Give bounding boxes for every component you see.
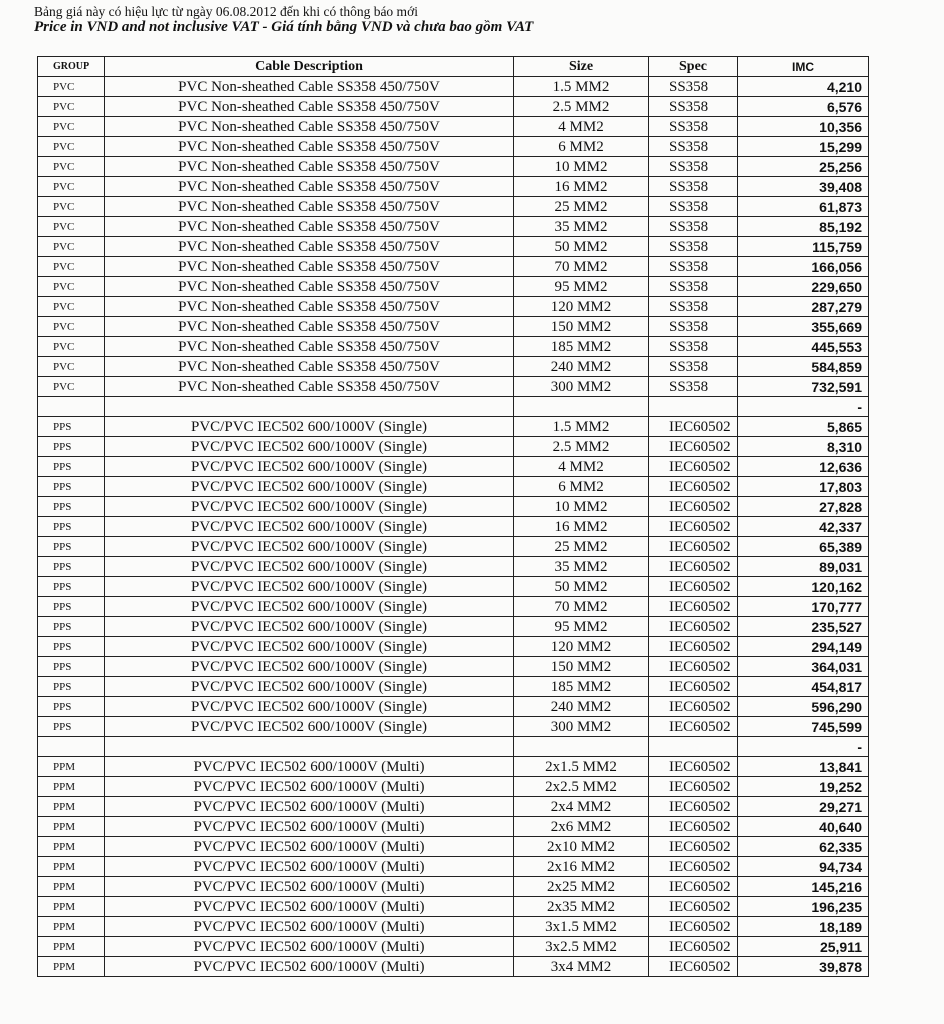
cell-size: 50 MM2 [514,577,649,597]
cell-imc: 25,256 [738,157,869,177]
cell-spec: IEC60502 [649,857,738,877]
table-row [38,337,869,357]
cell-group: PVC [38,117,105,137]
cell-description: PVC Non-sheathed Cable SS358 450/750V [105,237,514,257]
cell-imc: 15,299 [738,137,869,157]
cell-spec: SS358 [649,377,738,397]
cell-group: PPS [38,497,105,517]
cell-spec: IEC60502 [649,917,738,937]
cell-imc: 115,759 [738,237,869,257]
table-row [38,597,869,617]
cell-imc: 4,210 [738,77,869,97]
cell-spec: IEC60502 [649,457,738,477]
cell-group: PPS [38,677,105,697]
cell-size: 2x35 MM2 [514,897,649,917]
cell-group: PPS [38,417,105,437]
cell-imc: 8,310 [738,437,869,457]
table-row [38,697,869,717]
cell-description: PVC/PVC IEC502 600/1000V (Multi) [105,797,514,817]
cell-description: PVC/PVC IEC502 600/1000V (Multi) [105,817,514,837]
table-row [38,857,869,877]
cell-spec: SS358 [649,337,738,357]
cell-size: 25 MM2 [514,537,649,557]
cell-imc: 13,841 [738,757,869,777]
cell-spec: SS358 [649,237,738,257]
cell-description: PVC/PVC IEC502 600/1000V (Single) [105,497,514,517]
cell-description: PVC/PVC IEC502 600/1000V (Single) [105,637,514,657]
cell-imc: 89,031 [738,557,869,577]
cell-imc: 170,777 [738,597,869,617]
table-row [38,117,869,137]
cell-size: 2x25 MM2 [514,877,649,897]
cell-description: PVC/PVC IEC502 600/1000V (Multi) [105,957,514,977]
table-row [38,777,869,797]
cell-group: PVC [38,77,105,97]
cell-spec: IEC60502 [649,757,738,777]
cell-group: PPM [38,877,105,897]
table-row [38,397,869,417]
column-header-imc: IMC [738,57,869,77]
cell-group: PPM [38,777,105,797]
cell-size: 35 MM2 [514,217,649,237]
cell-description: PVC Non-sheathed Cable SS358 450/750V [105,377,514,397]
cell-size: 2x1.5 MM2 [514,757,649,777]
cell-group: PVC [38,137,105,157]
cell-group: PPM [38,757,105,777]
cell-spec: IEC60502 [649,577,738,597]
cell-description: PVC/PVC IEC502 600/1000V (Single) [105,477,514,497]
table-row [38,197,869,217]
cell-group: PVC [38,197,105,217]
cell-group: PPS [38,477,105,497]
cell-spec: IEC60502 [649,777,738,797]
cell-imc: 27,828 [738,497,869,517]
cell-spec: IEC60502 [649,837,738,857]
cell-imc: 196,235 [738,897,869,917]
cell-spec: IEC60502 [649,937,738,957]
table-row [38,137,869,157]
validity-note: Bảng giá này có hiệu lực từ ngày 06.08.2012 đến khi có thông báo mới [34,4,418,19]
cell-size: 35 MM2 [514,557,649,577]
table-row [38,457,869,477]
table-row [38,517,869,537]
cell-group: PPS [38,597,105,617]
cell-size: 10 MM2 [514,497,649,517]
table-row [38,657,869,677]
cell-spec: IEC60502 [649,797,738,817]
cell-imc: 94,734 [738,857,869,877]
cell-size: 4 MM2 [514,117,649,137]
cell-description: PVC/PVC IEC502 600/1000V (Multi) [105,877,514,897]
cell-spec: SS358 [649,137,738,157]
table-row [38,937,869,957]
cell-imc: - [738,397,869,417]
table-row [38,277,869,297]
cell-group: PPM [38,937,105,957]
cell-description: PVC/PVC IEC502 600/1000V (Single) [105,537,514,557]
cell-imc: 39,878 [738,957,869,977]
cell-imc: 120,162 [738,577,869,597]
cell-description: PVC/PVC IEC502 600/1000V (Multi) [105,837,514,857]
cell-description: PVC Non-sheathed Cable SS358 450/750V [105,337,514,357]
cell-imc: 40,640 [738,817,869,837]
cell-imc: 85,192 [738,217,869,237]
cell-size: 2x4 MM2 [514,797,649,817]
table-row [38,217,869,237]
cell-size: 70 MM2 [514,257,649,277]
cell-spec [649,737,738,757]
table-row [38,617,869,637]
table-row [38,297,869,317]
cell-size: 150 MM2 [514,317,649,337]
cell-description: PVC/PVC IEC502 600/1000V (Single) [105,417,514,437]
cell-size: 16 MM2 [514,517,649,537]
cell-spec: IEC60502 [649,617,738,637]
cell-description: PVC Non-sheathed Cable SS358 450/750V [105,357,514,377]
cell-imc: 65,389 [738,537,869,557]
cell-description: PVC/PVC IEC502 600/1000V (Single) [105,717,514,737]
cell-imc: 12,636 [738,457,869,477]
cell-size: 3x2.5 MM2 [514,937,649,957]
cell-spec: IEC60502 [649,517,738,537]
cell-group: PPS [38,517,105,537]
cell-spec: SS358 [649,77,738,97]
table-row [38,537,869,557]
cell-imc: 732,591 [738,377,869,397]
cell-description: PVC/PVC IEC502 600/1000V (Multi) [105,757,514,777]
cell-size: 120 MM2 [514,637,649,657]
cell-imc: 145,216 [738,877,869,897]
cell-spec: SS358 [649,257,738,277]
cell-spec: IEC60502 [649,677,738,697]
table-row [38,557,869,577]
cell-imc: 229,650 [738,277,869,297]
cell-description: PVC/PVC IEC502 600/1000V (Single) [105,437,514,457]
cell-group [38,737,105,757]
column-header-description: Cable Description [105,57,514,77]
table-body [38,77,869,977]
cell-imc: 364,031 [738,657,869,677]
cell-group: PVC [38,257,105,277]
cell-size: 6 MM2 [514,137,649,157]
cell-group: PVC [38,217,105,237]
cell-group: PVC [38,357,105,377]
cell-description: PVC Non-sheathed Cable SS358 450/750V [105,257,514,277]
cell-group: PVC [38,277,105,297]
cell-description: PVC Non-sheathed Cable SS358 450/750V [105,77,514,97]
cell-spec: IEC60502 [649,497,738,517]
table-row [38,157,869,177]
cell-spec: SS358 [649,297,738,317]
cell-description: PVC/PVC IEC502 600/1000V (Multi) [105,917,514,937]
cell-spec: IEC60502 [649,897,738,917]
cell-imc: 42,337 [738,517,869,537]
cell-spec: SS358 [649,217,738,237]
cell-imc: 19,252 [738,777,869,797]
cell-size: 120 MM2 [514,297,649,317]
cell-imc: 39,408 [738,177,869,197]
table-row [38,177,869,197]
cell-group: PVC [38,377,105,397]
cell-group: PPS [38,537,105,557]
cell-spec: SS358 [649,277,738,297]
table-row [38,377,869,397]
cell-imc: 294,149 [738,637,869,657]
cell-imc: 25,911 [738,937,869,957]
cell-group: PPM [38,817,105,837]
price-table [37,56,869,977]
cell-group [38,397,105,417]
cell-size: 3x1.5 MM2 [514,917,649,937]
table-row [38,757,869,777]
cell-imc: 17,803 [738,477,869,497]
table-row [38,477,869,497]
price-note: Price in VND and not inclusive VAT - Giá tính bằng VND và chưa bao gồm VAT [34,19,534,35]
cell-spec: SS358 [649,117,738,137]
cell-size: 185 MM2 [514,677,649,697]
cell-description: PVC Non-sheathed Cable SS358 450/750V [105,277,514,297]
cell-spec: IEC60502 [649,877,738,897]
cell-description: PVC/PVC IEC502 600/1000V (Multi) [105,937,514,957]
cell-description: PVC Non-sheathed Cable SS358 450/750V [105,197,514,217]
column-header-group: GROUP [38,57,105,77]
cell-spec: IEC60502 [649,557,738,577]
cell-group: PPS [38,577,105,597]
cell-imc: 6,576 [738,97,869,117]
cell-size: 4 MM2 [514,457,649,477]
cell-spec: SS358 [649,197,738,217]
table-row [38,817,869,837]
table-row [38,917,869,937]
table-row [38,577,869,597]
cell-spec: IEC60502 [649,697,738,717]
cell-size: 50 MM2 [514,237,649,257]
cell-spec: SS358 [649,357,738,377]
table-row [38,77,869,97]
cell-size: 300 MM2 [514,717,649,737]
cell-size: 95 MM2 [514,277,649,297]
cell-imc: 166,056 [738,257,869,277]
cell-imc: 584,859 [738,357,869,377]
cell-imc: 235,527 [738,617,869,637]
cell-description [105,397,514,417]
table-row [38,357,869,377]
cell-group: PVC [38,337,105,357]
cell-spec: SS358 [649,317,738,337]
cell-group: PPS [38,717,105,737]
cell-description: PVC Non-sheathed Cable SS358 450/750V [105,117,514,137]
cell-imc: 29,271 [738,797,869,817]
cell-description: PVC/PVC IEC502 600/1000V (Single) [105,517,514,537]
table-row [38,237,869,257]
cell-imc: 745,599 [738,717,869,737]
table-row [38,677,869,697]
cell-group: PPM [38,957,105,977]
cell-spec: IEC60502 [649,657,738,677]
cell-size: 25 MM2 [514,197,649,217]
cell-size: 6 MM2 [514,477,649,497]
cell-group: PVC [38,97,105,117]
cell-spec: IEC60502 [649,817,738,837]
cell-group: PPM [38,837,105,857]
cell-size: 2x2.5 MM2 [514,777,649,797]
cell-group: PPS [38,657,105,677]
cell-group: PPS [38,697,105,717]
cell-size: 185 MM2 [514,337,649,357]
cell-spec: IEC60502 [649,717,738,737]
cell-description: PVC/PVC IEC502 600/1000V (Single) [105,557,514,577]
cell-description: PVC Non-sheathed Cable SS358 450/750V [105,137,514,157]
column-header-spec: Spec [649,57,738,77]
cell-group: PPS [38,437,105,457]
cell-spec: IEC60502 [649,637,738,657]
table-row [38,897,869,917]
cell-size: 300 MM2 [514,377,649,397]
cell-size [514,737,649,757]
cell-description: PVC/PVC IEC502 600/1000V (Single) [105,617,514,637]
cell-size: 70 MM2 [514,597,649,617]
cell-spec [649,397,738,417]
cell-spec: IEC60502 [649,417,738,437]
cell-group: PVC [38,157,105,177]
cell-group: PVC [38,297,105,317]
table-row [38,257,869,277]
cell-group: PVC [38,177,105,197]
cell-imc: 445,553 [738,337,869,357]
cell-size: 95 MM2 [514,617,649,637]
cell-description: PVC/PVC IEC502 600/1000V (Single) [105,677,514,697]
cell-group: PPS [38,617,105,637]
cell-description: PVC Non-sheathed Cable SS358 450/750V [105,217,514,237]
cell-imc: 596,290 [738,697,869,717]
table-row [38,797,869,817]
cell-group: PVC [38,237,105,257]
cell-group: PVC [38,317,105,337]
cell-spec: IEC60502 [649,957,738,977]
table-row [38,737,869,757]
cell-group: PPS [38,637,105,657]
cell-group: PPS [38,457,105,477]
cell-description: PVC/PVC IEC502 600/1000V (Single) [105,577,514,597]
cell-size: 240 MM2 [514,697,649,717]
cell-imc: 454,817 [738,677,869,697]
cell-description [105,737,514,757]
table-row [38,877,869,897]
cell-imc: - [738,737,869,757]
table-row [38,317,869,337]
cell-size: 2x6 MM2 [514,817,649,837]
cell-imc: 62,335 [738,837,869,857]
cell-group: PPM [38,857,105,877]
cell-size: 150 MM2 [514,657,649,677]
cell-imc: 5,865 [738,417,869,437]
cell-size: 1.5 MM2 [514,77,649,97]
cell-group: PPS [38,557,105,577]
cell-imc: 10,356 [738,117,869,137]
cell-description: PVC Non-sheathed Cable SS358 450/750V [105,317,514,337]
cell-imc: 287,279 [738,297,869,317]
table-row [38,717,869,737]
cell-description: PVC/PVC IEC502 600/1000V (Multi) [105,857,514,877]
table-row [38,637,869,657]
table-row [38,97,869,117]
cell-spec: SS358 [649,177,738,197]
cell-spec: IEC60502 [649,477,738,497]
table-row [38,837,869,857]
cell-description: PVC Non-sheathed Cable SS358 450/750V [105,157,514,177]
cell-description: PVC/PVC IEC502 600/1000V (Single) [105,657,514,677]
cell-description: PVC/PVC IEC502 600/1000V (Single) [105,597,514,617]
table-row [38,437,869,457]
cell-size: 2x10 MM2 [514,837,649,857]
cell-size: 2x16 MM2 [514,857,649,877]
cell-spec: IEC60502 [649,597,738,617]
table-row [38,957,869,977]
cell-description: PVC/PVC IEC502 600/1000V (Single) [105,697,514,717]
cell-size: 16 MM2 [514,177,649,197]
cell-spec: IEC60502 [649,537,738,557]
cell-imc: 18,189 [738,917,869,937]
table-row [38,497,869,517]
cell-description: PVC/PVC IEC502 600/1000V (Single) [105,457,514,477]
cell-description: PVC/PVC IEC502 600/1000V (Multi) [105,777,514,797]
cell-size [514,397,649,417]
cell-description: PVC Non-sheathed Cable SS358 450/750V [105,297,514,317]
table-row [38,417,869,437]
cell-spec: SS358 [649,97,738,117]
cell-description: PVC/PVC IEC502 600/1000V (Multi) [105,897,514,917]
cell-description: PVC Non-sheathed Cable SS358 450/750V [105,177,514,197]
cell-size: 1.5 MM2 [514,417,649,437]
cell-spec: IEC60502 [649,437,738,457]
column-header-size: Size [514,57,649,77]
cell-group: PPM [38,797,105,817]
cell-imc: 61,873 [738,197,869,217]
cell-group: PPM [38,917,105,937]
cell-spec: SS358 [649,157,738,177]
cell-imc: 355,669 [738,317,869,337]
cell-group: PPM [38,897,105,917]
cell-size: 2.5 MM2 [514,97,649,117]
cell-size: 240 MM2 [514,357,649,377]
table-header-row [38,57,869,77]
cell-size: 10 MM2 [514,157,649,177]
cell-size: 2.5 MM2 [514,437,649,457]
cell-description: PVC Non-sheathed Cable SS358 450/750V [105,97,514,117]
cell-size: 3x4 MM2 [514,957,649,977]
